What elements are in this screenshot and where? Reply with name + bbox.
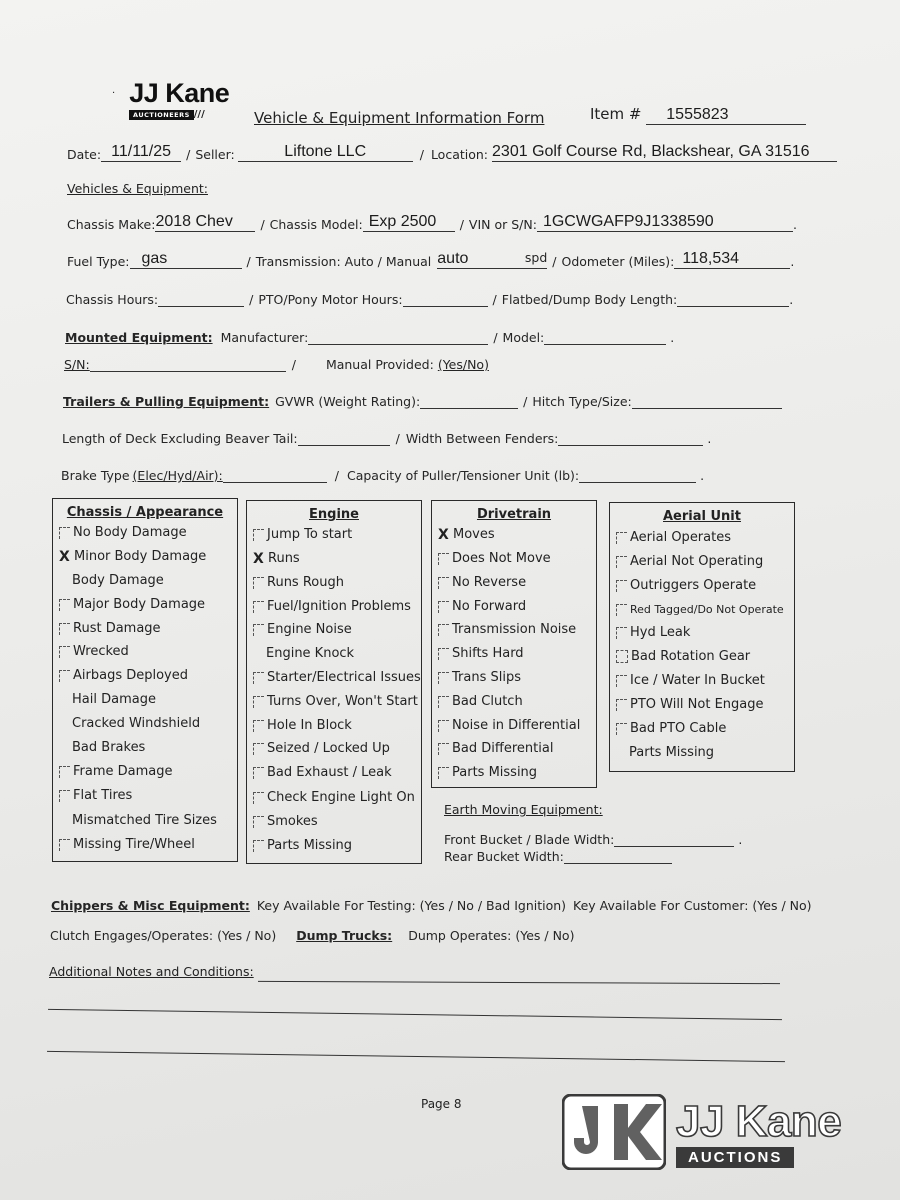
- fuel-value: gas: [130, 250, 242, 269]
- checkbox-jump-to-start[interactable]: Jump To start: [253, 527, 352, 542]
- seller-value: Liftone LLC: [238, 143, 413, 162]
- engine-box-title: Engine: [309, 507, 359, 522]
- checkbox-hail-damage[interactable]: Hail Damage: [72, 692, 156, 707]
- engine-box: [246, 500, 422, 864]
- dump-operates-label: Dump Operates: (Yes / No): [408, 928, 575, 943]
- hours-row: Chassis Hours: / PTO/Pony Motor Hours: / Flatbed/Dump Body Length: .: [66, 292, 794, 307]
- drivetrain-box: [431, 500, 597, 788]
- vin-label: VIN or S/N:: [468, 217, 537, 232]
- checkbox-ice-water-bucket[interactable]: Ice / Water In Bucket: [616, 673, 765, 688]
- manual-options: (Yes/No): [437, 357, 489, 372]
- manufacturer-label: Manufacturer:: [220, 330, 309, 345]
- location-value: 2301 Golf Course Rd, Blackshear, GA 31516: [492, 143, 837, 162]
- checkbox-engine-noise[interactable]: Engine Noise: [253, 622, 352, 637]
- checkbox-moves[interactable]: X Moves: [438, 527, 495, 542]
- trailers-heading: Trailers & Pulling Equipment:: [63, 394, 270, 409]
- checkbox-minor-body-damage[interactable]: X Minor Body Damage: [59, 549, 206, 564]
- rear-bucket-row: [444, 849, 672, 864]
- sn-row: S/N: / Manual Provided: (Yes/No): [64, 357, 489, 372]
- checkbox-aerial-not-operating[interactable]: Aerial Not Operating: [616, 554, 763, 569]
- checkbox-no-body-damage[interactable]: No Body Damage: [59, 525, 187, 540]
- checkbox-mismatched-tire-sizes[interactable]: Mismatched Tire Sizes: [72, 813, 217, 828]
- checkbox-turns-over-wont-start[interactable]: Turns Over, Won't Start: [253, 694, 418, 709]
- model-label: Model:: [502, 330, 545, 345]
- fuel-label: Fuel Type:: [67, 254, 130, 269]
- page-number: Page 8: [421, 1097, 462, 1111]
- checkbox-bad-exhaust[interactable]: Bad Exhaust / Leak: [253, 765, 392, 780]
- drivetrain-box-title: Drivetrain: [476, 507, 552, 522]
- odometer-label: Odometer (Miles):: [561, 254, 675, 269]
- clutch-label: Clutch Engages/Operates: (Yes / No): [50, 928, 277, 943]
- chassis-appearance-box: [52, 498, 238, 862]
- checkbox-seized-locked[interactable]: Seized / Locked Up: [253, 741, 390, 756]
- logo-name: JJ Kane: [129, 78, 230, 108]
- checkbox-no-reverse[interactable]: No Reverse: [438, 575, 526, 590]
- pto-hours-label: PTO/Pony Motor Hours:: [258, 292, 403, 307]
- checkbox-engine-knock[interactable]: Engine Knock: [266, 646, 355, 661]
- checkbox-cracked-windshield[interactable]: Cracked Windshield: [72, 716, 201, 731]
- checkbox-outriggers-operate[interactable]: Outriggers Operate: [616, 578, 756, 593]
- key-customer-label: Key Available For Customer: (Yes / No): [573, 898, 812, 913]
- chippers-row: [51, 898, 812, 913]
- fender-width-label: Width Between Fenders:: [405, 431, 559, 446]
- deck-row: Length of Deck Excluding Beaver Tail: / Width Between Fenders: .: [62, 431, 712, 446]
- spd-label: spd: [524, 250, 548, 265]
- chassis-model-value: Exp 2500: [363, 213, 455, 232]
- front-bucket-label: Front Bucket / Blade Width:: [444, 832, 615, 847]
- checkbox-airbags-deployed[interactable]: Airbags Deployed: [59, 668, 188, 683]
- checkbox-missing-tire-wheel[interactable]: Missing Tire/Wheel: [59, 837, 195, 852]
- vehicles-heading: Vehicles & Equipment:: [67, 181, 208, 196]
- rear-bucket-label: Rear Bucket Width:: [444, 849, 564, 864]
- checkbox-drivetrain-parts-missing[interactable]: Parts Missing: [438, 765, 537, 780]
- checkbox-smokes[interactable]: Smokes: [253, 814, 318, 829]
- chassis-hours-label: Chassis Hours:: [66, 292, 159, 307]
- checkbox-runs[interactable]: X Runs: [253, 551, 300, 566]
- chassis-model-label: Chassis Model:: [269, 217, 363, 232]
- notes-line-1: [258, 981, 780, 984]
- earth-moving-heading: Earth Moving Equipment:: [444, 802, 603, 817]
- checkbox-noise-in-differential[interactable]: Noise in Differential: [438, 718, 580, 733]
- transmission-label: Transmission: Auto / Manual: [255, 254, 432, 269]
- checkbox-starter-electrical[interactable]: Starter/Electrical Issues: [253, 670, 421, 685]
- checkbox-hyd-leak[interactable]: Hyd Leak: [616, 625, 690, 640]
- chassis-make-value: 2018 Chev: [155, 213, 255, 232]
- date-label: Date:: [67, 147, 102, 162]
- deck-label: Length of Deck Excluding Beaver Tail:: [62, 431, 298, 446]
- seller-label: Seller:: [195, 147, 235, 162]
- item-label: Item #: [590, 105, 642, 123]
- date-row: Date: 11/11/25 / Seller: Liftone LLC / Location: 2301 Golf Course Rd, Blackshear, GA 31516: [67, 143, 837, 162]
- trailers-row: Trailers & Pulling Equipment: GVWR (Weight Rating): / Hitch Type/Size:: [63, 394, 782, 409]
- location-label: Location:: [430, 147, 489, 162]
- checkbox-bad-differential[interactable]: Bad Differential: [438, 741, 553, 756]
- checkbox-runs-rough[interactable]: Runs Rough: [253, 575, 344, 590]
- checkbox-bad-pto-cable[interactable]: Bad PTO Cable: [616, 721, 726, 736]
- chassis-row: Chassis Make: 2018 Chev / Chassis Model: Exp 2500 / VIN or S/N: 1GCWGAFP9J1338590 .: [67, 213, 797, 232]
- checkbox-aerial-parts-missing[interactable]: Parts Missing: [629, 745, 715, 760]
- logo-sub: AUCTIONEERS: [129, 110, 194, 120]
- checkbox-bad-clutch[interactable]: Bad Clutch: [438, 694, 523, 709]
- aerial-unit-box: [609, 502, 795, 772]
- notes-line-2: [48, 1009, 782, 1020]
- checkbox-trans-slips[interactable]: Trans Slips: [438, 670, 521, 685]
- clutch-row: [50, 928, 574, 943]
- gvwr-label: GVWR (Weight Rating):: [275, 394, 421, 409]
- jjkane-logo: · JJ Kane AUCTIONEERS ///: [112, 78, 230, 120]
- notes-line-3: [47, 1051, 785, 1062]
- checkbox-fuel-ignition[interactable]: Fuel/Ignition Problems: [253, 599, 411, 614]
- checkbox-hole-in-block[interactable]: Hole In Block: [253, 718, 352, 733]
- checkbox-rust-damage[interactable]: Rust Damage: [59, 621, 161, 636]
- fuel-row: Fuel Type: gas / Transmission: Auto / Manual auto spd / Odometer (Miles): 118,534 .: [67, 250, 795, 269]
- chippers-heading: Chippers & Misc Equipment:: [51, 898, 250, 913]
- mounted-row: Mounted Equipment: Manufacturer: / Model: .: [65, 330, 675, 345]
- dump-trucks-heading: Dump Trucks:: [296, 928, 393, 943]
- notes-heading: Additional Notes and Conditions:: [49, 964, 254, 979]
- mounted-heading: Mounted Equipment:: [65, 330, 213, 345]
- odometer-value: 118,534: [674, 250, 790, 269]
- checkbox-pto-will-not-engage[interactable]: PTO Will Not Engage: [616, 697, 764, 712]
- checkbox-transmission-noise[interactable]: Transmission Noise: [438, 622, 576, 637]
- brake-options: (Elec/Hyd/Air):: [132, 468, 223, 483]
- chassis-make-label: Chassis Make:: [67, 217, 156, 232]
- watermark-name: JJ Kane: [676, 1096, 842, 1146]
- checkbox-engine-parts-missing[interactable]: Parts Missing: [253, 838, 352, 853]
- item-value: 1555823: [646, 106, 806, 125]
- checkbox-body-damage[interactable]: Body Damage: [72, 573, 164, 588]
- checkbox-aerial-operates[interactable]: Aerial Operates: [616, 530, 731, 545]
- brake-label: Brake Type: [61, 468, 130, 483]
- front-bucket-row: Front Bucket / Blade Width: .: [444, 832, 743, 847]
- jk-mark-icon: [562, 1094, 666, 1170]
- checkbox-bad-brakes[interactable]: Bad Brakes: [72, 740, 146, 755]
- sn-label: S/N:: [64, 357, 90, 372]
- aerial-box-title: Aerial Unit: [663, 509, 741, 524]
- checkbox-major-body-damage[interactable]: Major Body Damage: [59, 597, 205, 612]
- checkbox-wrecked[interactable]: Wrecked: [59, 644, 129, 659]
- hitch-label: Hitch Type/Size:: [532, 394, 632, 409]
- item-number: [590, 105, 806, 125]
- watermark-sub: AUCTIONS: [676, 1147, 794, 1168]
- key-testing-label: Key Available For Testing: (Yes / No / Bad Ignition): [256, 898, 567, 913]
- flatbed-label: Flatbed/Dump Body Length:: [501, 292, 678, 307]
- checkbox-check-engine-light[interactable]: Check Engine Light On: [253, 790, 415, 805]
- checkbox-bad-rotation-gear[interactable]: Bad Rotation Gear: [616, 649, 750, 664]
- chassis-box-title: Chassis / Appearance: [66, 505, 224, 520]
- capacity-label: Capacity of Puller/Tensioner Unit (lb):: [346, 468, 580, 483]
- manual-label: Manual Provided:: [325, 357, 434, 372]
- vin-value: 1GCWGAFP9J1338590: [537, 213, 793, 232]
- checkbox-frame-damage[interactable]: Frame Damage: [59, 764, 173, 779]
- form-title: Vehicle & Equipment Information Form: [254, 109, 545, 127]
- brake-row: Brake Type (Elec/Hyd/Air): / Capacity of Puller/Tensioner Unit (lb): .: [61, 468, 705, 483]
- date-value: 11/11/25: [101, 143, 181, 162]
- checkbox-shifts-hard[interactable]: Shifts Hard: [438, 646, 524, 661]
- transmission-value: auto: [437, 250, 469, 267]
- checkbox-no-forward[interactable]: No Forward: [438, 599, 526, 614]
- checkbox-flat-tires[interactable]: Flat Tires: [59, 788, 132, 803]
- checkbox-does-not-move[interactable]: Does Not Move: [438, 551, 551, 566]
- checkbox-red-tagged[interactable]: Red Tagged/Do Not Operate: [616, 603, 784, 616]
- jjkane-watermark: [562, 1094, 841, 1170]
